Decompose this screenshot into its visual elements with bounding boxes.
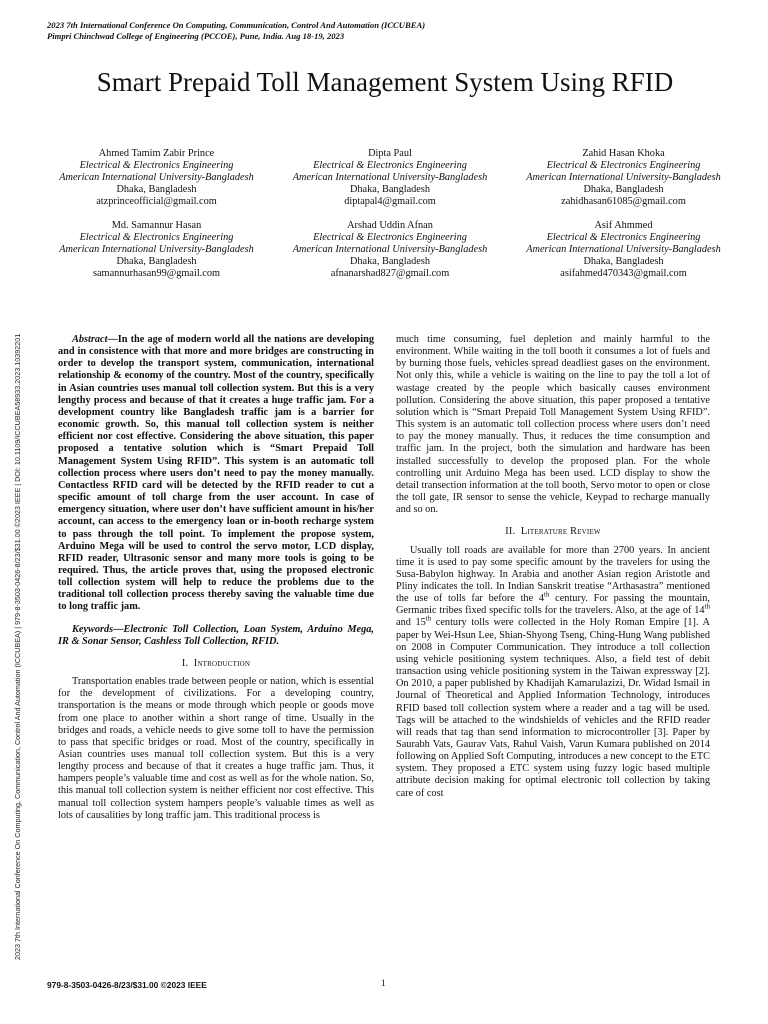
- lit-sup-2: th: [704, 602, 710, 611]
- lit-text-2: century. For passing the mountain, Germanic tribes fixed specific tolls for the travelers. Also, at the age of 14: [396, 593, 710, 617]
- author-dept: Electrical & Electronics Engineering: [546, 160, 701, 171]
- section-heading-introduction: [58, 658, 374, 670]
- author-city: Dhaka, Bangladesh: [349, 184, 431, 195]
- lit-sup-3: th: [425, 615, 432, 624]
- keywords: Keywords—Electronic Toll Collection, Loan System, Arduino Mega, IR & Sonar Sensor, Cashless Toll Collection, RFID.: [58, 623, 374, 647]
- author-city: Dhaka, Bangladesh: [116, 184, 197, 195]
- author-email[interactable]: asifahmed470343@gmail.com: [560, 268, 687, 279]
- author-dept: Electrical & Electronics Engineering: [79, 160, 234, 171]
- left-column: [58, 334, 374, 822]
- author-email[interactable]: diptapal4@gmail.com: [344, 196, 436, 207]
- right-column: [396, 334, 710, 800]
- abstract-lead: Abstract: [72, 334, 108, 345]
- author-card: [274, 220, 507, 280]
- author-dept: Electrical & Electronics Engineering: [313, 160, 467, 171]
- author-card: [40, 220, 273, 280]
- author-city: Dhaka, Bangladesh: [583, 184, 664, 195]
- author-card: [507, 148, 740, 208]
- author-city: Dhaka, Bangladesh: [349, 256, 431, 267]
- abstract-text: —In the age of modern world all the nations are developing and in consistence with that more and more bridges are constructing in order to develop the transport system, communication, international relationship & economy of the country. Most of the country, specifically in Asian countries uses manual toll collection system. But this is a very lengthy process and because of that it creates a huge traffic jam. For a development country like Bangladesh traffic jam is a barrier for economic growth. So, this manual toll collection system is neither efficient nor cost effective. Considering the above situation, this paper proposed a tentative solution which is “Smart Prepaid Toll Management System Using RFID”. This system is an automatic toll collection process where users don’t need to pay the money manually. Contactless RFID card will be detected by the RFID reader to cut a specific amount of toll charge from the user account. In case of emergency situation, where user don’t have sufficient amount in his/her account, can access to the emergency loan or in-booth recharge system to pass through the toll point. To implement the propose system, Arduino Mega will be used to control the servo motor, LCD display, RFID reader, Ultrasonic sensor and many more tools is going to be required. Thus, the article proves that, using the proposed electronic toll collection system will help to reduce the problems due to the traditional toll collection process thereby saving the valuable time due to long traffic jam.: [58, 334, 374, 613]
- author-email[interactable]: samannurhasan99@gmail.com: [92, 268, 220, 279]
- section-title: Introduction: [193, 657, 251, 669]
- author-univ: American International University-Bangladesh: [59, 172, 254, 183]
- author-city: Dhaka, Bangladesh: [583, 256, 664, 267]
- author-univ: American International University-Bangladesh: [292, 244, 488, 255]
- author-block: [40, 148, 740, 292]
- lit-text-1: Usually toll roads are available for more than 2700 years. In ancient time it is used to pay some specific amount by the travelers for using the Susa-Babylon highway. In Arabia and another Asian region Aristotle and Pliny indicates the toll. In Indian Sanskrit treatise “Arthasastra” mentioned the use of tolls far before the 4: [396, 544, 710, 605]
- author-univ: American International University-Bangladesh: [292, 172, 488, 183]
- author-name: Arshad Uddin Afnan: [347, 220, 433, 231]
- section-heading-literature-review: [396, 526, 710, 538]
- author-univ: American International University-Bangladesh: [526, 172, 721, 183]
- lit-sup-1: th: [544, 590, 550, 599]
- literature-paragraph: [396, 545, 710, 800]
- author-name: Zahid Hasan Khoka: [582, 148, 665, 159]
- author-dept: Electrical & Electronics Engineering: [79, 232, 234, 243]
- author-row-1: [40, 148, 740, 208]
- author-name: Asif Ahmmed: [594, 220, 653, 231]
- author-dept: Electrical & Electronics Engineering: [546, 232, 701, 243]
- author-univ: American International University-Bangladesh: [59, 244, 254, 255]
- section-number: I.: [181, 657, 189, 669]
- author-univ: American International University-Bangladesh: [526, 244, 721, 255]
- author-dept: Electrical & Electronics Engineering: [313, 232, 467, 243]
- footer-isbn: 979-8-3503-0426-8/23/$31.00 ©2023 IEEE: [47, 980, 207, 990]
- author-name: Ahmed Tamim Zabir Prince: [98, 148, 215, 159]
- author-email[interactable]: afnanarshad827@gmail.com: [330, 268, 450, 279]
- author-name: Dipta Paul: [368, 148, 412, 159]
- section-number: II.: [505, 526, 516, 538]
- conference-line-1: 2023 7th International Conference On Computing, Communication, Control And Automation (ICCUBEA): [47, 20, 426, 30]
- author-email[interactable]: atzprinceofficial@gmail.com: [96, 196, 217, 207]
- author-name: Md. Samannur Hasan: [111, 220, 202, 231]
- intro-continuation: much time consuming, fuel depletion and mainly harmful to the environment. While waiting in the toll booth it consumes a lot of fuels and by burning those fuels, vehicles spread deadliest gases on the environment. Not only this, while a vehicle is waiting on the line to pay the toll a lot of wastage created by the people which basically causes environment pollution. Considering the above situation, this paper proposed a tentative solution which is “Smart Prepaid Toll Management System Using RFID”. This system is an automatic toll collection process where users don’t need to pay the money manually. Thus, it reduces the time consumption and traffic jam. In the project, both the simulation and hardware has been installed successfully to develop the proposed plan. For the whole controlling unit Arduino Mega has been used. LCD display to show the detail transection information at the toll booth, Servo motor to open or close the toll gate, IR sensor to sense the vehicle, Keypad to recharge manually and so on.: [396, 334, 710, 516]
- author-card: [274, 148, 507, 208]
- author-city: Dhaka, Bangladesh: [116, 256, 197, 267]
- lit-text-4: century tolls were collected in the Holy Roman Empire [1]. A paper by Wei-Hsun Lee, Shian-Shyong Tseng, Ching-Hung Wang published on 2008 in Computer Communication. They introduce a toll collection using vehicle positioning system techniques. Also, a field test of debit transaction using vehicle positioning system in the Taiwan expressway [2]. On 2010, a paper published by Khadijah Kamarulazizi, Dr. Widad Ismail in Journal of Theoretical and Applied Information Technology, introduces RFID based toll collection system where a reader and a tag will be used. Tags will be attached to the windshields of vehicles and the RFID reader will reads that tag than send information to microcontroller [3]. Paper by Saurabh Vats, Gaurav Vats, Rahul Vaish, Varun Kumara published on 2014 following on Applied Soft Computing, introduces a new concept to the ETC system. They proposed a ETC system using fuzzy logic based multiple attribute decision making for optimal electronic toll collection by taking care of cost: [396, 617, 711, 799]
- author-card: [507, 220, 740, 280]
- conference-header: [47, 20, 687, 42]
- lit-text-3: and 15: [396, 617, 426, 629]
- paper-title: Smart Prepaid Toll Management System Using RFID: [96, 67, 674, 97]
- author-card: [40, 148, 273, 208]
- side-banner: 2023 7th International Conference On Computing, Communication, Control And Automation (ICCUBEA) | 979-8-3503-0426-8/23/$31.00 ©2023 IEEE | DOI: 10.1109/ICCUBEA58933.2023.10392201: [13, 333, 22, 960]
- conference-line-2: Pimpri Chinchwad College of Engineering (PCCOE), Pune, India. Aug 18-19, 2023: [47, 31, 345, 41]
- author-row-2: [40, 220, 740, 280]
- author-email[interactable]: zahidhasan61085@gmail.com: [561, 196, 686, 207]
- abstract: [58, 334, 374, 614]
- page-number: 1: [381, 979, 386, 989]
- intro-paragraph: Transportation enables trade between people or nation, which is essential for the development of civilizations. For a developing country, transportation is the means or mode through which people or goods move from one place to another within a short range of time. Usually in the bridges and roads, a vehicle needs to give some toll to have the permission to pass that specific bridges or road. Most of the country, specifically in Asian countries uses manual toll collection system. But this is a very lengthy process and because of that it creates a huge traffic jam. Thus, it hampers people’s valuable time and cost as well as for the whole nation. So, this manual toll collection system is neither efficient nor cost effective. This manual toll collection system hampers people’s valuable times as well as lots of causalities by long traffic jam. This traditional process is: [58, 676, 374, 821]
- section-title: Literature Review: [520, 526, 601, 538]
